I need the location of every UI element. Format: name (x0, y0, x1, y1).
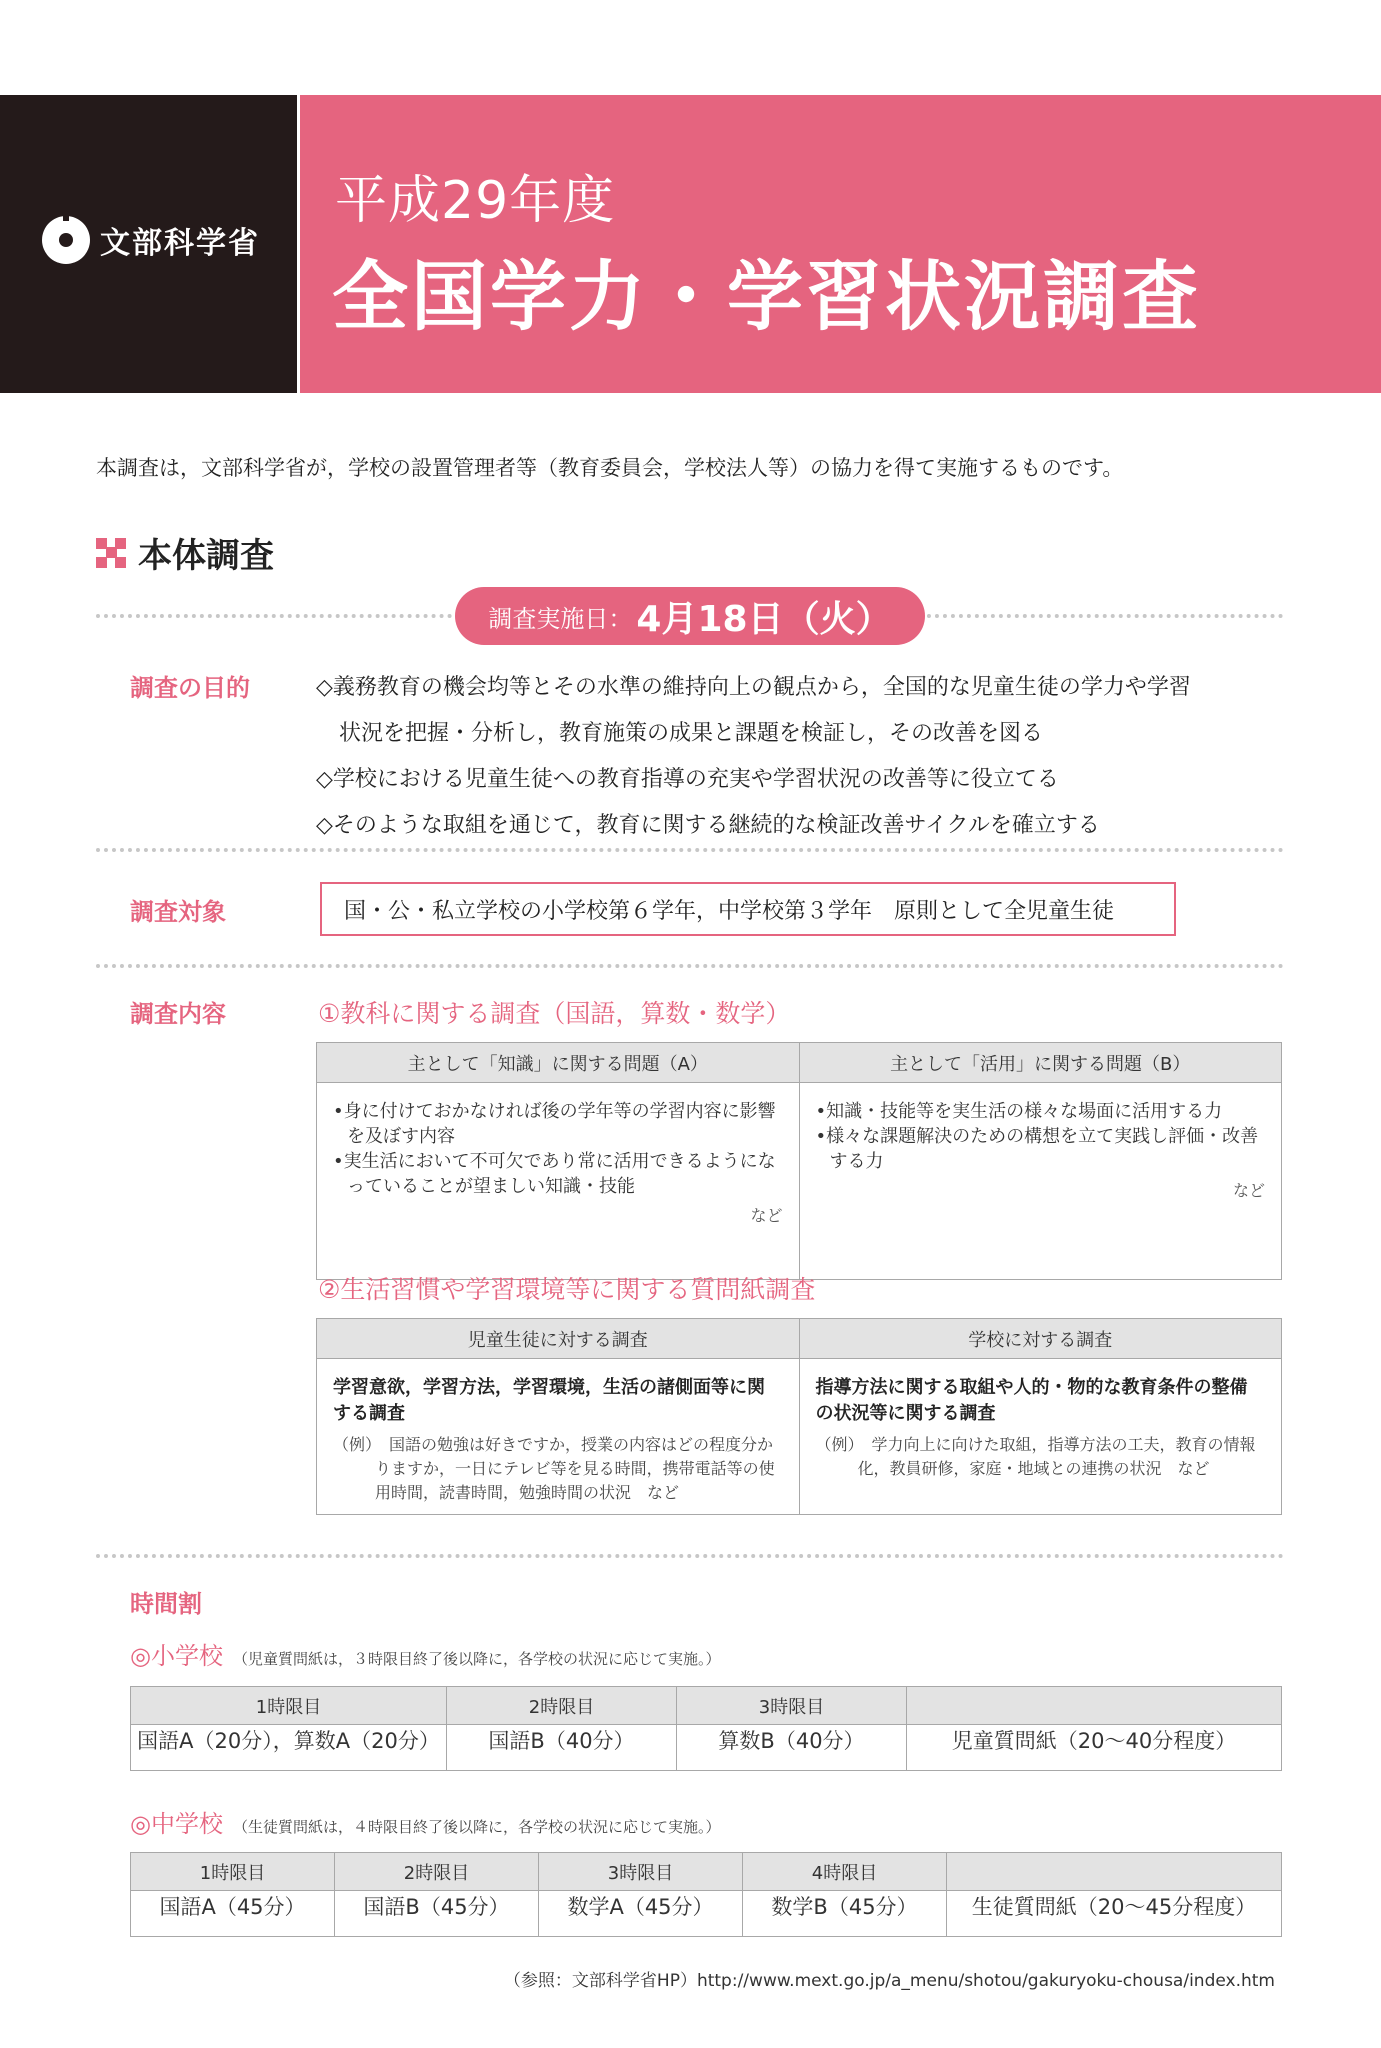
etc-label: など (750, 1206, 783, 1225)
junior-heading (130, 1804, 720, 1839)
target-label: 調査対象 (130, 898, 226, 926)
table-header: 児童生徒に対する調査 (317, 1319, 800, 1359)
table-header (907, 1687, 1282, 1725)
table-header: 4時限目 (743, 1853, 947, 1891)
table-cell (317, 1083, 800, 1280)
questionnaire-title: ②生活習慣や学習環境等に関する質問紙調査 (318, 1275, 816, 1304)
divider (96, 964, 1284, 968)
ministry-logo (42, 216, 260, 264)
section-heading (96, 528, 274, 577)
page-title: 全国学力・学習状況調査 (332, 252, 1201, 341)
divider (96, 1554, 1284, 1558)
divider (96, 848, 1284, 852)
list-item: •様々な課題解決のための構想を立て実践し評価・改善する力 (815, 1126, 1259, 1172)
elementary-title: ◎小学校 (130, 1642, 223, 1670)
section-title: 本体調査 (138, 536, 274, 576)
table-header: 3時限目 (539, 1853, 743, 1891)
questionnaire-main: 指導方法に関する取組や人的・物的な教育条件の整備の状況等に関する調査 (815, 1377, 1248, 1424)
elementary-note: （児童質問紙は，３時限目終了後以降に，各学校の状況に応じて実施。） (232, 1650, 721, 1668)
elementary-heading (130, 1636, 720, 1671)
table-header: 2時限目 (447, 1687, 677, 1725)
table-header: 主として「活用」に関する問題（B） (799, 1043, 1282, 1083)
date-badge (455, 587, 925, 645)
table-header: 1時限目 (131, 1853, 335, 1891)
table-header: 3時限目 (677, 1687, 907, 1725)
timetable-label: 時間割 (130, 1590, 202, 1618)
ministry-logo-icon (42, 216, 90, 264)
table-cell: 算数B（40分） (677, 1725, 907, 1771)
list-item: •知識・技能等を実生活の様々な場面に活用する力 (815, 1101, 1223, 1122)
list-item: ◇義務教育の機会均等とその水準の維持向上の観点から，全国的な児童生徒の学力や学習 (316, 675, 1191, 700)
table-header: 1時限目 (131, 1687, 447, 1725)
junior-timetable (130, 1852, 1282, 1937)
header-year: 平成29年度 (335, 171, 616, 231)
table-cell: 児童質問紙（20～40分程度） (907, 1725, 1282, 1771)
questionnaire-example: （例） 学力向上に向けた取組，指導方法の工夫，教育の情報化，教員研修，家庭・地域との連携の状況 など (815, 1435, 1256, 1478)
table-cell: 国語B（45分） (335, 1891, 539, 1937)
questionnaire-example: （例） 国語の勉強は好きですか，授業の内容はどの程度分かりますか，一日にテレビ等を見る時間，携帯電話等の使用時間，読書時間，勉強時間の状況 など (333, 1435, 775, 1502)
table-header (947, 1853, 1282, 1891)
questionnaire-main: 学習意欲，学習方法，学習環境，生活の諸側面等に関する調査 (333, 1377, 765, 1424)
list-item: 状況を把握・分析し，教育施策の成果と課題を検証し，その改善を図る (339, 721, 1044, 746)
list-item: •身に付けておかなければ後の学年等の学習内容に影響を及ぼす内容 (333, 1101, 776, 1147)
list-item: ◇学校における児童生徒への教育指導の充実や学習状況の改善等に役立てる (316, 767, 1059, 792)
table-cell: 国語A（45分） (131, 1891, 335, 1937)
table-cell (799, 1359, 1282, 1515)
content-label: 調査内容 (130, 1000, 226, 1028)
subject-survey-table (316, 1042, 1282, 1280)
questionnaire-table (316, 1318, 1282, 1515)
subject-survey-title: ①教科に関する調査（国語，算数・数学） (318, 999, 791, 1028)
list-item: •実生活において不可欠であり常に活用できるようになっていることが望ましい知識・技能 (333, 1151, 776, 1197)
table-cell: 生徒質問紙（20～45分程度） (947, 1891, 1282, 1937)
reference-link[interactable]: （参照：文部科学省HP）http://www.mext.go.jp/a_menu/shotou/gakuryoku-chousa/index.htm (503, 1971, 1275, 1991)
cross-mark-icon (96, 538, 126, 568)
table-cell: 国語A（20分），算数A（20分） (131, 1725, 447, 1771)
purpose-label: 調査の目的 (130, 674, 250, 702)
table-header: 2時限目 (335, 1853, 539, 1891)
ministry-name: 文部科学省 (100, 226, 260, 261)
purpose-list (316, 665, 1296, 849)
list-item: ◇そのような取組を通じて，教育に関する継続的な検証改善サイクルを確立する (316, 813, 1100, 838)
table-cell: 数学B（45分） (743, 1891, 947, 1937)
table-cell: 国語B（40分） (447, 1725, 677, 1771)
date-value: 4月18日（火） (636, 598, 892, 640)
junior-note: （生徒質問紙は，４時限目終了後以降に，各学校の状況に応じて実施。） (232, 1818, 721, 1836)
elementary-timetable (130, 1686, 1282, 1771)
intro-text: 本調査は，文部科学省が，学校の設置管理者等（教育委員会，学校法人等）の協力を得て実施するものです。 (96, 456, 1124, 480)
target-box: 国・公・私立学校の小学校第６学年，中学校第３学年 原則として全児童生徒 (320, 882, 1176, 936)
etc-label: など (1232, 1181, 1265, 1200)
date-label: 調査実施日： (488, 604, 633, 633)
table-cell (799, 1083, 1282, 1280)
table-cell: 数学A（45分） (539, 1891, 743, 1937)
table-header: 学校に対する調査 (799, 1319, 1282, 1359)
junior-title: ◎中学校 (130, 1810, 223, 1838)
table-header: 主として「知識」に関する問題（A） (317, 1043, 800, 1083)
table-cell (317, 1359, 800, 1515)
